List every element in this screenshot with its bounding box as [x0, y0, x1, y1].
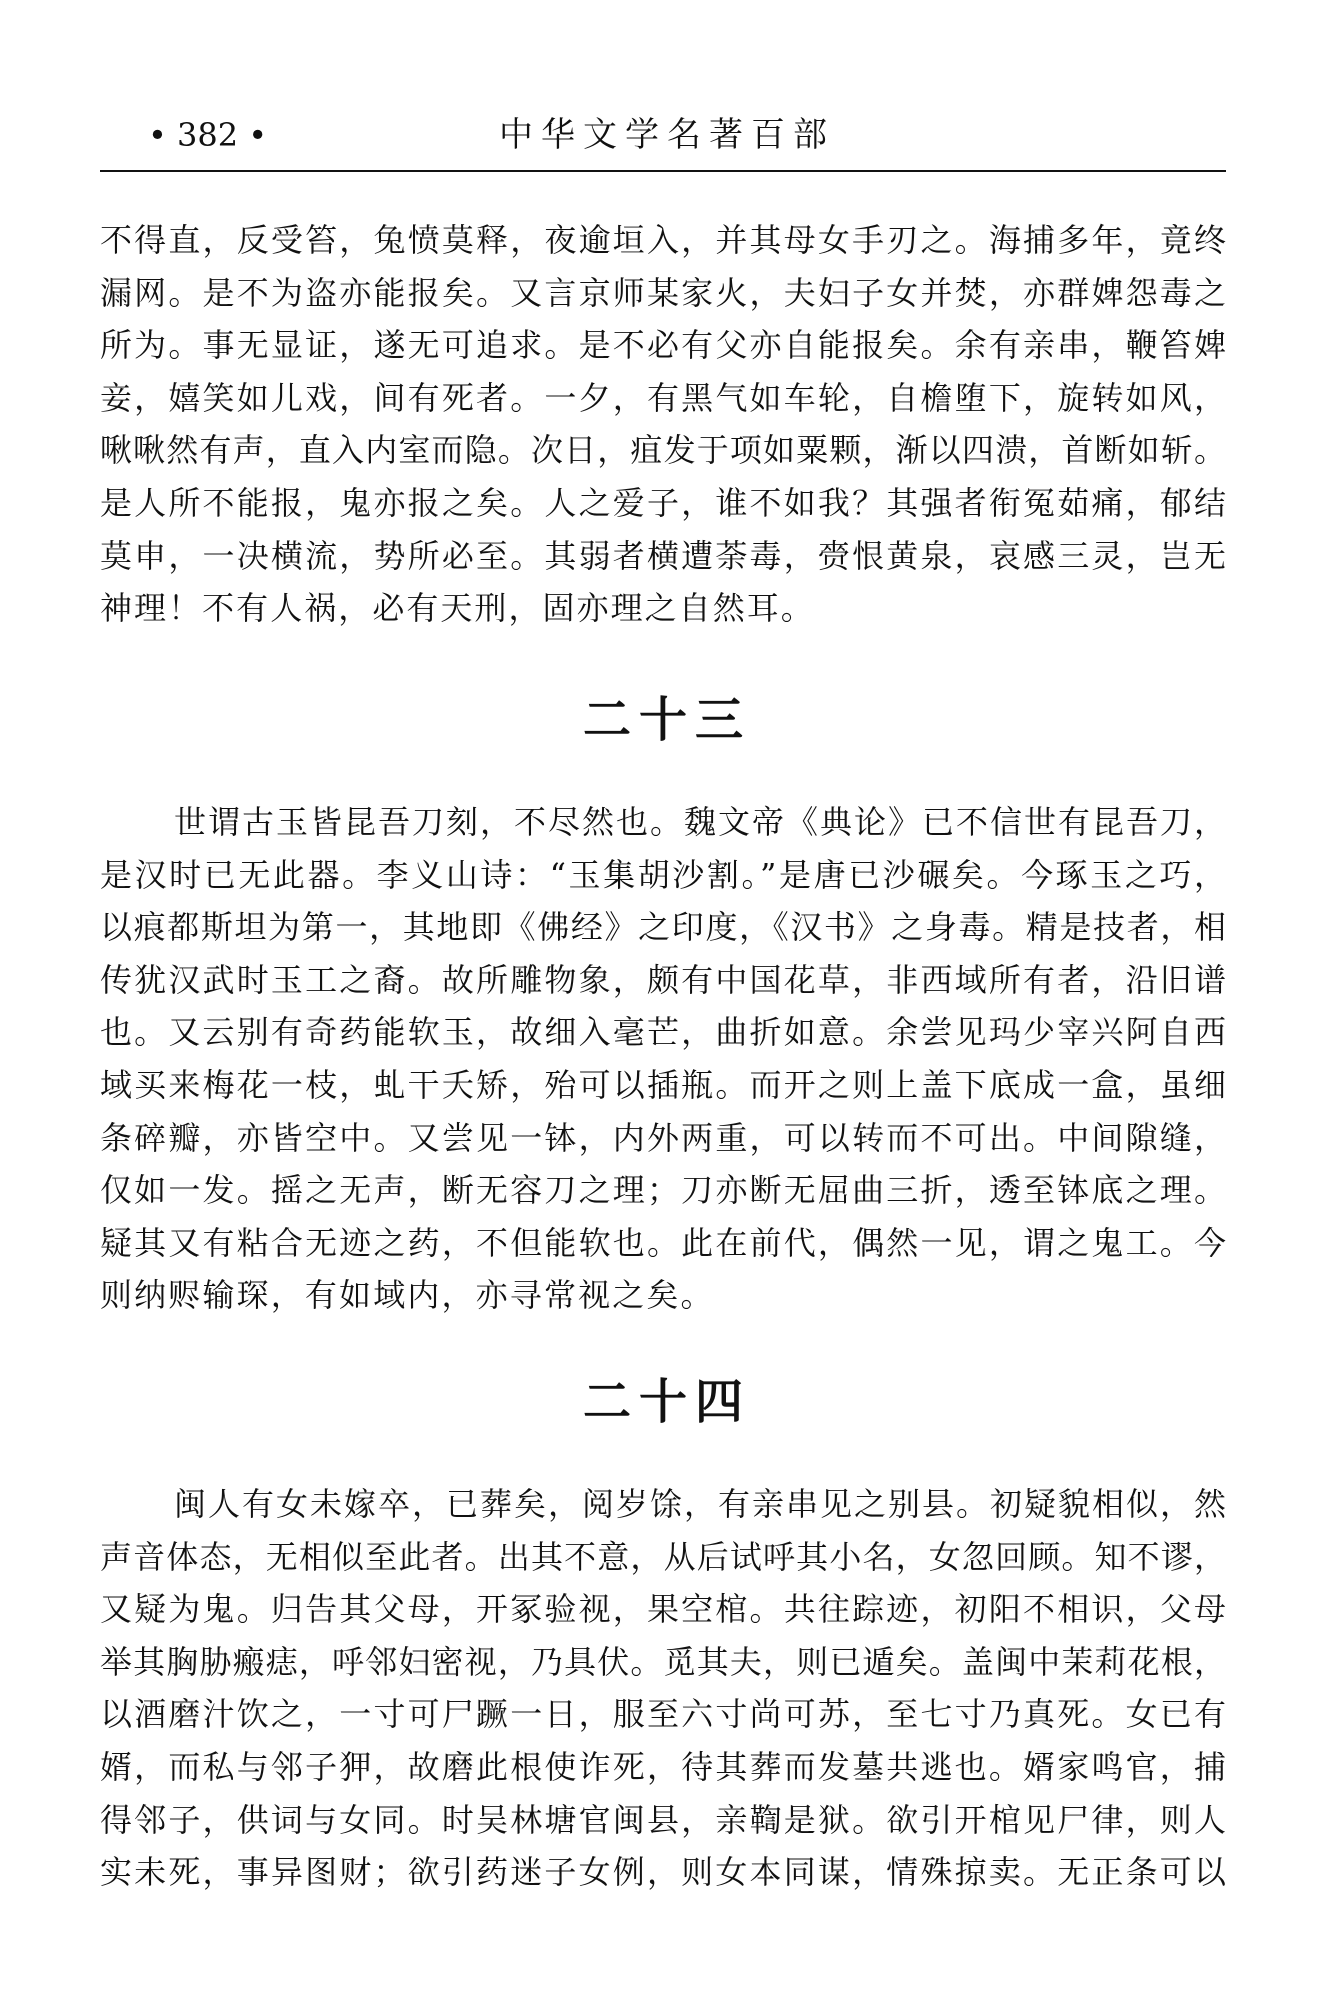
- text-line: 举其胸胁瘢痣，呼邻妇密视，乃具伏。觅其夫，则已遁矣。盖闽中茉莉花根，: [100, 1642, 1228, 1681]
- text-line: 声音体态，无相似至此者。出其不意，从后试呼其小名，女忽回顾。知不谬，: [100, 1537, 1228, 1576]
- text-line: 得邻子，供词与女同。时吴林塘官闽县，亲鞫是狱。欲引开棺见尸律，则人: [100, 1800, 1229, 1839]
- text-line: 啾啾然有声，直入内室而隐。次日，疽发于项如粟颗，渐以四溃，首断如斩。: [100, 431, 1228, 470]
- header-rule: [100, 170, 1226, 172]
- text-line: 以酒磨汁饮之，一寸可尸蹶一日，服至六寸尚可苏，至七寸乃真死。女已有: [100, 1695, 1229, 1734]
- text-line: 也。又云别有奇药能软玉，故细入毫芒，曲折如意。余尝见玛少宰兴阿自西: [100, 1013, 1229, 1052]
- text-line: 所为。事无显证，遂无可追求。是不必有父亦自能报矣。余有亲串，鞭笞婢: [100, 326, 1229, 365]
- text-line: 仅如一发。摇之无声，断无容刀之理；刀亦断无屈曲三折，透至钵底之理。: [100, 1171, 1229, 1210]
- page-number: • 382 •: [148, 116, 268, 154]
- section-heading-23: 二十三: [582, 692, 751, 748]
- text-line: 疑其又有粘合无迹之药，不但能软也。此在前代，偶然一见，谓之鬼工。今: [100, 1223, 1229, 1262]
- text-line: 条碎瓣，亦皆空中。又尝见一钵，内外两重，可以转而不可出。中间隙缝，: [100, 1118, 1229, 1157]
- section-24-paragraph: [100, 1478, 1229, 1899]
- text-line: 传犹汉武时玉工之裔。故所雕物象，颇有中国花草，非西域所有者，沿旧谱: [100, 960, 1229, 999]
- text-line-first: 世谓古玉皆昆吾刀刻，不尽然也。魏文帝《典论》已不信世有昆吾刀，: [174, 803, 1228, 841]
- running-header-title: 中华文学名著百部: [499, 115, 835, 155]
- section-heading-24: 二十四: [582, 1374, 751, 1430]
- text-line: 是人所不能报，鬼亦报之矣。人之爱子，谁不如我？其强者衔冤茹痛，郁结: [100, 483, 1229, 522]
- text-line: 妾，嬉笑如儿戏，间有死者。一夕，有黑气如车轮，自檐堕下，旋转如风，: [100, 378, 1229, 417]
- text-line-last: 则纳赆输琛，有如域内，亦寻常视之矣。: [100, 1276, 715, 1315]
- text-line: 是汉时已无此器。李义山诗：“玉集胡沙割。”是唐已沙碾矣。今琢玉之巧，: [100, 855, 1229, 894]
- text-line: 实未死，事异图财；欲引药迷子女例，则女本同谋，情殊掠卖。无正条可以: [100, 1853, 1229, 1892]
- section-23-paragraph: [100, 796, 1229, 1322]
- text-line: 以痕都斯坦为第一，其地即《佛经》之印度，《汉书》之身毒。精是技者，相: [100, 908, 1228, 947]
- text-line: 又疑为鬼。归告其父母，开冢验视，果空棺。共往踪迹，初阳不相识，父母: [100, 1590, 1229, 1629]
- text-line-first: 闽人有女未嫁卒，已葬矣，阅岁馀，有亲串见之别县。初疑貌相似，然: [174, 1485, 1228, 1523]
- text-line: 域买来梅花一枝，虬干夭矫，殆可以插瓶。而开之则上盖下底成一盒，虽细: [100, 1065, 1229, 1104]
- text-line: 漏网。是不为盗亦能报矣。又言京师某家火，夫妇子女并焚，亦群婢怨毒之: [100, 273, 1229, 312]
- text-line: 莫申，一决横流，势所必至。其弱者横遭荼毒，赍恨黄泉，哀感三灵，岂无: [100, 536, 1229, 575]
- text-line: 不得直，反受笞，兔愤莫释，夜逾垣入，并其母女手刃之。海捕多年，竟终: [100, 221, 1229, 259]
- text-line: 婿，而私与邻子狎，故磨此根使诈死，待其葬而发墓共逃也。婿家鸣官，捕: [100, 1747, 1229, 1786]
- continued-paragraph: [100, 214, 1229, 635]
- text-line-last: 神理！不有人祸，必有天刑，固亦理之自然耳。: [100, 589, 815, 628]
